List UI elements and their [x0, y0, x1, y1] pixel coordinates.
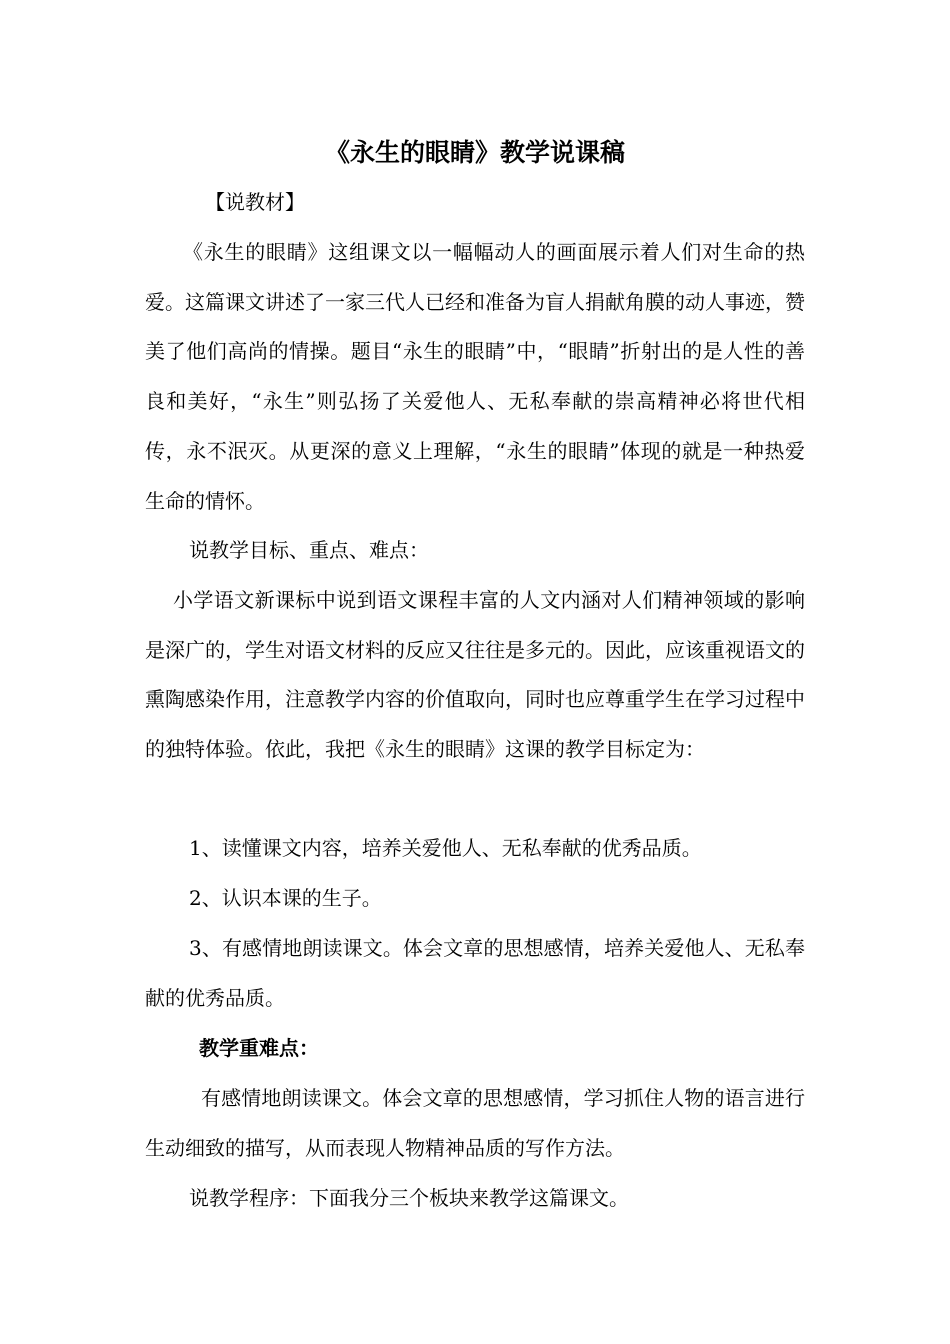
paragraph-key-points: 有感情地朗读课文。体会文章的思想感情，学习抓住人物的语言进行生动细致的描写，从而表现人物精神品质的写作方法。 [145, 1086, 805, 1160]
goal-item-2: 2、认识本课的生子。 [189, 886, 382, 910]
document-title: 《永生的眼睛》教学说课稿 [324, 138, 625, 167]
section-heading-goals: 说教学目标、重点、难点： [189, 538, 429, 562]
paragraph-textbook: 《永生的眼睛》这组课文以一幅幅动人的画面展示着人们对生命的热爱。这篇课文讲述了一家三代人已经和准备为盲人捐献角膜的动人事迹，赞美了他们高尚的情操。题目“永生的眼睛”中，“眼睛”折射出的是人性的善良和美好，“永生”则弘扬了关爱他人、无私奉献的崇高精神必将世代相传，永不泯灭。从更深的意义上理解，“永生的眼睛”体现的就是一种热爱生命的情怀。 [145, 240, 805, 513]
paragraph-goals: 小学语文新课标中说到语文课程丰富的人文内涵对人们精神领域的影响是深广的，学生对语文材料的反应又往往是多元的。因此，应该重视语文的熏陶感染作用，注意教学内容的价值取向，同时也应尊重学生在学习过程中的独特体验。依此，我把《永生的眼睛》这课的教学目标定为： [145, 588, 805, 762]
goal-item-3: 3、有感情地朗读课文。体会文章的思想感情，培养关爱他人、无私奉献的优秀品质。 [145, 936, 805, 1010]
goal-item-1: 1、读懂课文内容，培养关爱他人、无私奉献的优秀品质。 [189, 836, 702, 860]
section-heading-textbook: 【说教材】 [205, 190, 305, 214]
section-heading-key-points: 教学重难点： [199, 1036, 319, 1060]
section-heading-procedure: 说教学程序：下面我分三个板块来教学这篇课文。 [189, 1186, 629, 1210]
